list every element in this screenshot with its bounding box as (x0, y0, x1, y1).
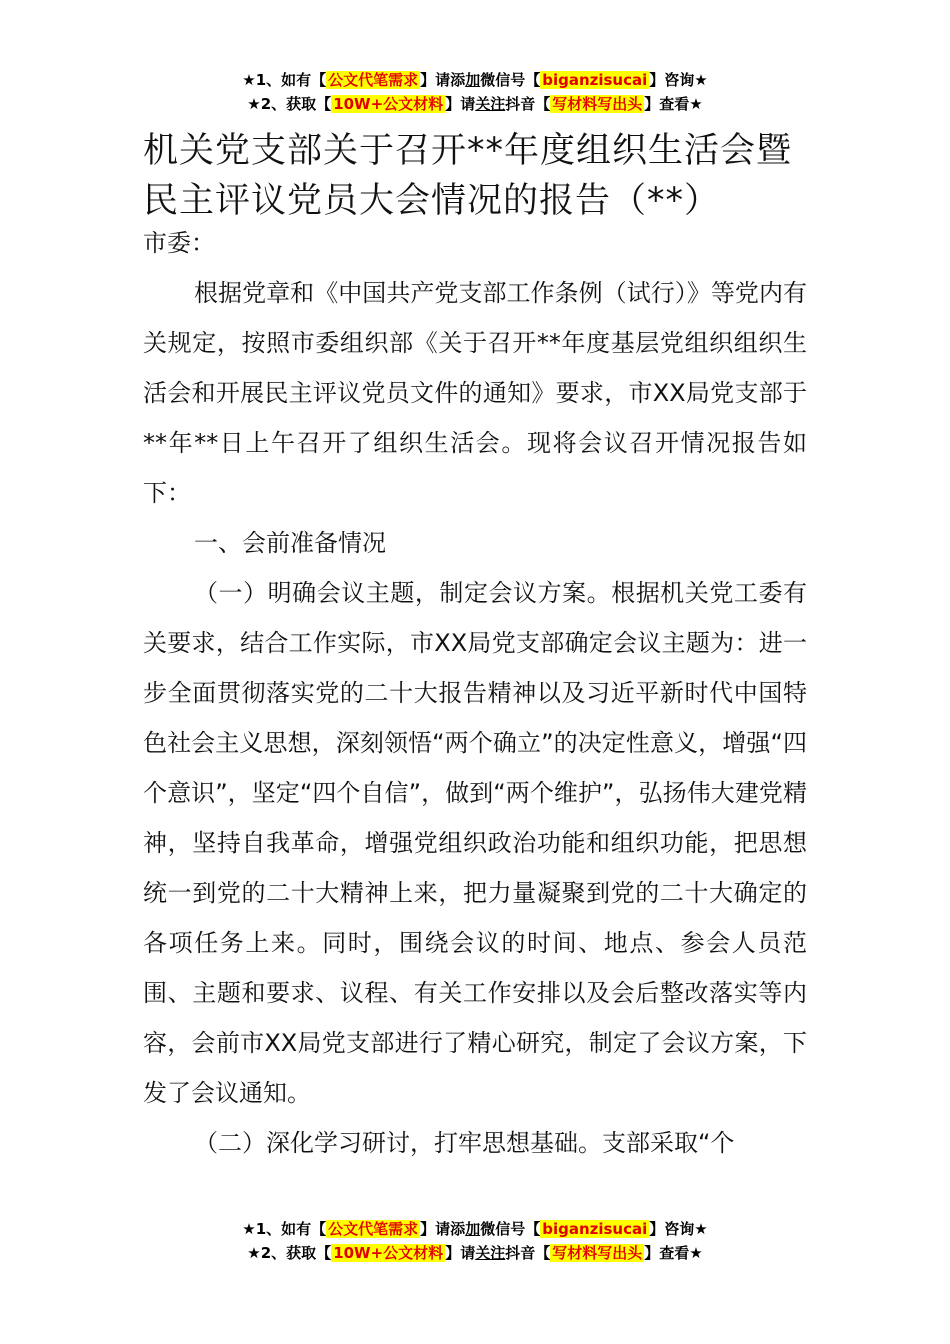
promo-text: 抖音【 (505, 1244, 551, 1262)
salutation: 市委： (143, 229, 215, 257)
promo-line-1 (0, 1218, 950, 1242)
promo-line-1 (0, 69, 950, 93)
promo-underline: 加 (465, 1220, 481, 1238)
promo-highlight: 10W+公文材料 (333, 95, 444, 113)
promo-text: 】请 (445, 1244, 476, 1262)
promo-text: ★1、如有【 (242, 1220, 327, 1238)
promo-text: 】查看★ (644, 1244, 703, 1262)
paragraph: （二）深化学习研讨，打牢思想基础。支部采取“个 (194, 1129, 735, 1157)
promo-highlight: 10W+公文材料 (333, 1244, 444, 1262)
promo-text: 】咨询★ (649, 1220, 708, 1238)
promo-text: 】请 (445, 95, 476, 113)
promo-highlight: 写材料写出头 (552, 1244, 643, 1262)
paragraph: 根据党章和《中国共产党支部工作条例（试行）》等党内有关规定，按照市委组织部《关于召开**年度基层党组织组织生活会和开展民主评议党员文件的通知》要求，市XX局党支部于**年**日上午召开了组织生活会。现将会议召开情况报告如下： (143, 279, 807, 507)
promo-highlight: 写材料写出头 (552, 95, 643, 113)
title-line-1: 机关党支部关于召开**年度组织生活会暨 (143, 131, 793, 171)
promo-text: ★2、获取【 (247, 95, 332, 113)
promo-underline: 关注 (475, 95, 506, 113)
promo-text: 】请添 (420, 1220, 466, 1238)
promo-text: ★2、获取【 (247, 1244, 332, 1262)
document-title (143, 126, 823, 226)
promo-underline: 关注 (475, 1244, 506, 1262)
promo-text: 微信号【 (480, 1220, 541, 1238)
promo-highlight: 公文代笔需求 (328, 71, 419, 89)
promo-line-2 (0, 93, 950, 117)
title-line-2: 民主评议党员大会情况的报告（**） (143, 181, 721, 221)
promo-text: 】咨询★ (649, 71, 708, 89)
promo-text: ★1、如有【 (242, 71, 327, 89)
section-heading: 一、会前准备情况 (194, 529, 386, 557)
promo-text: 抖音【 (505, 95, 551, 113)
promo-highlight: biganzisucai (542, 1220, 648, 1238)
promo-banner-top (0, 69, 950, 117)
paragraph: （一）明确会议主题，制定会议方案。根据机关党工委有关要求，结合工作实际，市XX局党支部确定会议主题为：进一步全面贯彻落实党的二十大报告精神以及习近平新时代中国特色社会主义思想，深刻领悟“两个确立”的决定性意义，增强“四个意识”，坚定“四个自信”，做到“两个维护”，弘扬伟大建党精神，坚持自我革命，增强党组织政治功能和组织功能，把思想统一到党的二十大精神上来，把力量凝聚到党的二十大确定的各项任务上来。同时，围绕会议的时间、地点、参会人员范围、主题和要求、议程、有关工作安排以及会后整改落实等内容，会前市XX局党支部进行了精心研究，制定了会议方案，下发了会议通知。 (143, 579, 807, 1107)
promo-line-2 (0, 1242, 950, 1266)
promo-highlight: biganzisucai (542, 71, 648, 89)
promo-text: 微信号【 (480, 71, 541, 89)
promo-text: 】请添 (420, 71, 466, 89)
promo-text: 】查看★ (644, 95, 703, 113)
promo-highlight: 公文代笔需求 (328, 1220, 419, 1238)
promo-banner-bottom (0, 1218, 950, 1266)
document-body (143, 218, 807, 1168)
promo-underline: 加 (465, 71, 481, 89)
